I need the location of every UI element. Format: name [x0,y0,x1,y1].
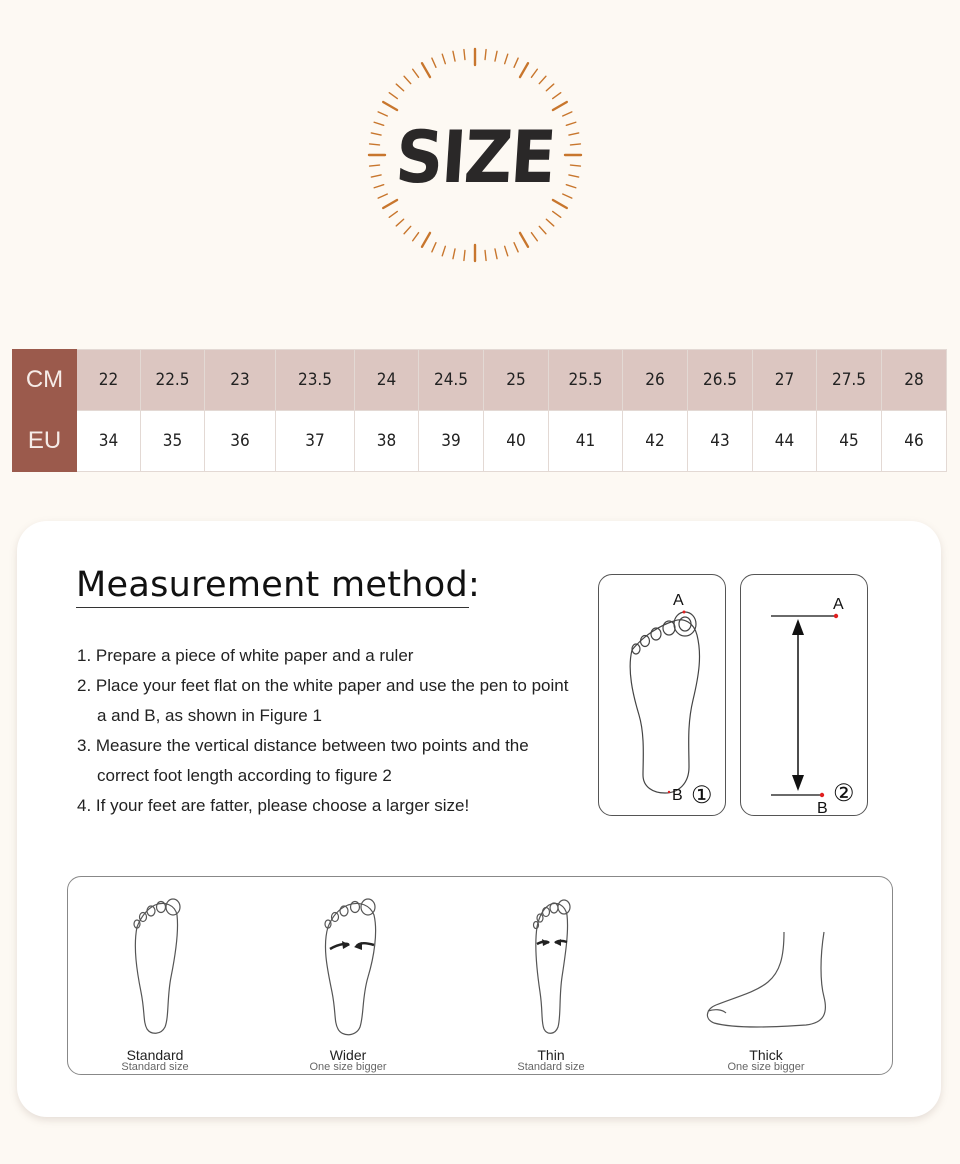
thick-foot-icon [696,887,836,1047]
wide-foot-icon [278,887,418,1047]
foot-type-wider [278,887,418,1072]
size-cell: 22.5 [141,350,205,411]
size-cell: 46 [882,411,947,472]
title-underline [76,607,469,608]
size-cell: 45 [817,411,882,472]
tick-mark [505,54,508,64]
cm-row [13,350,947,411]
foot-type-name: Standard [126,1047,184,1063]
figure-number: ① [691,782,713,809]
size-cell: 26.5 [688,350,753,411]
tick-mark [432,58,436,67]
size-cell: 37 [276,411,355,472]
tick-mark [514,243,518,252]
tick-mark [432,243,436,252]
foot-type-advice: Standard size [121,1061,189,1073]
tick-mark [396,84,403,91]
size-cell: 42 [623,411,688,472]
tick-mark [413,233,419,241]
point-a-label: A [833,596,844,613]
point-b-label: B [672,787,683,804]
tick-mark [553,211,561,217]
foot-type-advice: Standard size [517,1061,585,1073]
size-cell: 41 [549,411,623,472]
tick-mark [389,93,397,99]
measurement-title: Measurement method: [76,565,481,605]
tick-mark [546,219,553,226]
tick-mark [485,50,486,60]
size-cell: 23.5 [276,350,355,411]
size-cell: 35 [141,411,205,472]
figure-number: ② [833,780,855,807]
tick-mark [520,233,528,247]
step-item: 2. Place your feet flat on the white paper and use the pen to point a and B, as shown in Figure 1 [77,676,569,725]
tick-mark [553,93,561,99]
tick-mark [453,51,455,61]
size-cell: 38 [355,411,419,472]
size-cell: 40 [484,411,549,472]
size-cell: 44 [753,411,817,472]
tick-mark [539,76,546,83]
size-cell: 25.5 [549,350,623,411]
point-b-label: B [817,800,828,817]
tick-mark [485,250,486,260]
tick-mark [520,63,528,77]
foot-outline-icon [599,575,725,815]
row-header: EU [13,411,77,472]
size-cell: 39 [419,411,484,472]
tick-mark [495,51,497,61]
tick-mark [505,246,508,256]
foot-type-name: Thick [749,1047,783,1063]
size-cell: 27 [753,350,817,411]
size-badge [365,45,585,265]
size-cell: 23 [205,350,276,411]
foot-type-advice: One size bigger [727,1061,805,1073]
size-cell: 26 [623,350,688,411]
eu-row [13,411,947,472]
tick-mark [464,50,465,60]
tick-mark [389,211,397,217]
foot-type-thick [696,887,836,1072]
tick-mark [546,84,553,91]
foot-type-advice: One size bigger [309,1061,387,1073]
foot-type-name: Thin [537,1047,565,1063]
step-item: 1. Prepare a piece of white paper and a ruler [77,646,414,665]
tick-mark [442,54,445,64]
tick-mark [422,63,430,77]
tick-mark [553,102,567,110]
tick-mark [396,219,403,226]
tick-mark [539,226,546,233]
point-a-label: A [673,592,684,609]
tick-mark [383,200,397,208]
size-cell: 27.5 [817,350,882,411]
size-cell: 43 [688,411,753,472]
size-cell: 22 [77,350,141,411]
tick-mark [495,249,497,259]
size-cell: 24.5 [419,350,484,411]
step-item: 3. Measure the vertical distance between two points and the correct foot length according to figure 2 [77,736,529,785]
tick-mark [531,233,537,241]
row-header: CM [13,350,77,411]
thin-foot-icon [481,887,621,1047]
tick-mark [422,233,430,247]
tick-mark [442,246,445,256]
tick-mark [404,226,411,233]
figure-2-length-measure [740,574,868,816]
size-cell: 28 [882,350,947,411]
tick-mark [553,200,567,208]
foot-type-thin [481,887,621,1072]
tick-mark [383,102,397,110]
tick-mark [531,69,537,77]
foot-type-name: Wider [329,1047,367,1063]
step-item: 4. If your feet are fatter, please choose a larger size! [77,796,470,815]
measurement-card [17,521,941,1117]
foot-type-standard [85,887,225,1072]
size-cell: 24 [355,350,419,411]
tick-mark [413,69,419,77]
measurement-steps [77,641,577,821]
tick-mark [404,76,411,83]
page-title: SIZE [393,115,557,199]
size-cell: 34 [77,411,141,472]
foot-type-panel [67,876,893,1075]
standard-foot-icon [85,887,225,1047]
tick-mark [464,250,465,260]
size-chart-table [12,349,947,472]
size-cell: 25 [484,350,549,411]
tick-mark [514,58,518,67]
size-cell: 36 [205,411,276,472]
tick-mark [453,249,455,259]
figure-1-foot-outline [598,574,726,816]
